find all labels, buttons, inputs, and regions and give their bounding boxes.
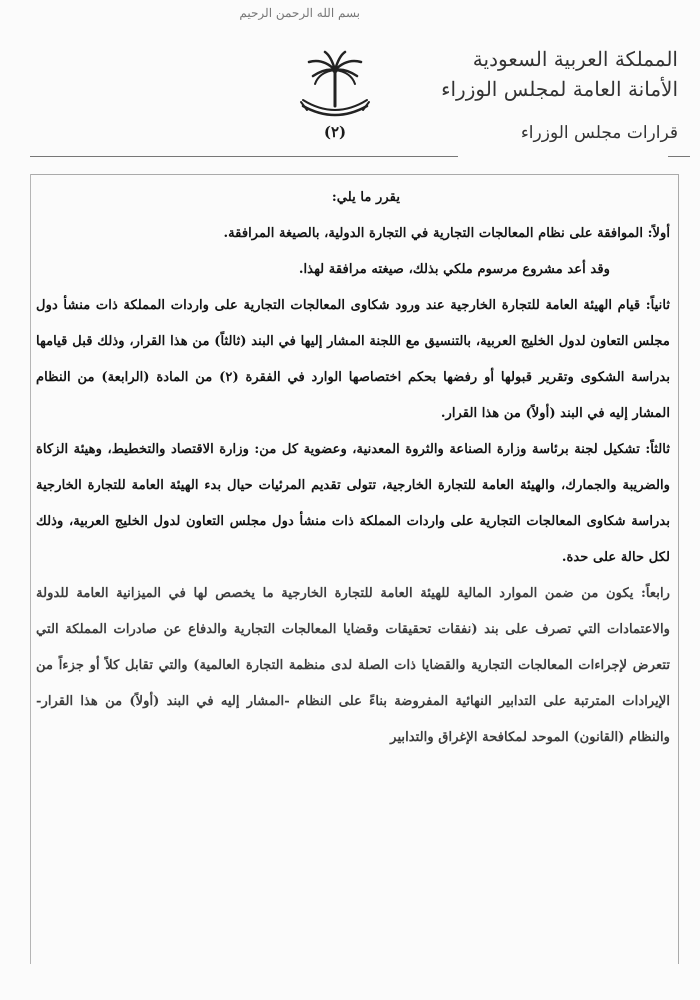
- clause-text: قيام الهيئة العامة للتجارة الخارجية عند ورود شكاوى المعالجات التجارية على واردات المملكة ذات منشأ دول مجلس التعاون لدول الخليج العربية، بالتنسيق مع اللجنة المشار إليها في البند (ثالثاً) من هذا القرار، وذلك قبل قيامها بدراسة الشكوى وتقرير قبولها أو رفضها بحكم اختصاصها الوارد في الفقرة (٢) من المادة (الرابعة) من النظام المشار إليه في البند (أولاً) من هذا القرار.: [36, 298, 670, 421]
- letterhead: [438, 44, 678, 146]
- frame-border-right: [678, 174, 679, 964]
- clause-label: رابعاً:: [641, 586, 670, 601]
- page-number: (٢): [323, 123, 347, 141]
- approval-note: وقد أعد مشروع مرسوم ملكي بذلك، صيغته مرافقة لهذا.: [298, 262, 610, 277]
- clause-fourth: [36, 576, 670, 756]
- decision-body: [36, 180, 670, 756]
- intro-line: يقرر ما يلي:: [331, 190, 400, 205]
- decisions-heading: قرارات مجلس الوزراء: [520, 123, 678, 143]
- clause-label: ثانياً:: [645, 298, 671, 313]
- kingdom-name: المملكة العربية السعودية: [472, 47, 678, 71]
- clause-text: الموافقة على نظام المعالجات التجارية في التجارة الدولية، بالصيغة المرافقة.: [223, 226, 643, 241]
- clause-text: يكون من ضمن الموارد المالية للهيئة العامة للتجارة الخارجية ما يخصص لها في الميزانية العامة للدولة والاعتمادات التي تصرف على بند (نفقات تحقيقات وقضايا المعالجات التجارية والدفاع عن صادرات المملكة التي تتعرض لإجراءات المعالجات التجارية والقضايا ذات الصلة لدى منظمة التجارة العالمية) والتي تقابل كلاً أو جزءاً من الإيرادات المترتبة على التدابير النهائية المفروضة بناءً على النظام -المشار إليه في البند (أولاً) من هذا القرار- والنظام (القانون) الموحد لمكافحة الإغراق والتدابير: [36, 586, 670, 745]
- header-divider-end: [668, 156, 690, 157]
- secretariat-name: الأمانة العامة لمجلس الوزراء: [441, 77, 678, 101]
- clause-second: [36, 288, 670, 432]
- header-divider: [30, 156, 458, 157]
- clause-label: أولاً:: [647, 226, 670, 241]
- frame-border-left: [30, 174, 31, 964]
- basmala: بسم الله الرحمن الرحيم: [239, 6, 360, 20]
- clause-third: [36, 432, 670, 576]
- clause-text: تشكيل لجنة برئاسة وزارة الصناعة والثروة المعدنية، وعضوية كل من: وزارة الاقتصاد والتخطيط، وهيئة الزكاة والضريبة والجمارك، والهيئة العامة للتجارة الخارجية، تتولى تقديم المرئيات حيال بدء الهيئة العامة للتجارة الخارجية بدراسة شكاوى المعالجات التجارية على واردات المملكة ذات منشأ دول مجلس التعاون لدول الخليج العربية، وذلك لكل حالة على حدة.: [36, 442, 670, 565]
- frame-border-top: [30, 174, 678, 175]
- palm-tree-crossed-swords-icon: [295, 50, 375, 125]
- clause-first: [36, 216, 670, 252]
- clause-label: ثالثاً:: [645, 442, 670, 457]
